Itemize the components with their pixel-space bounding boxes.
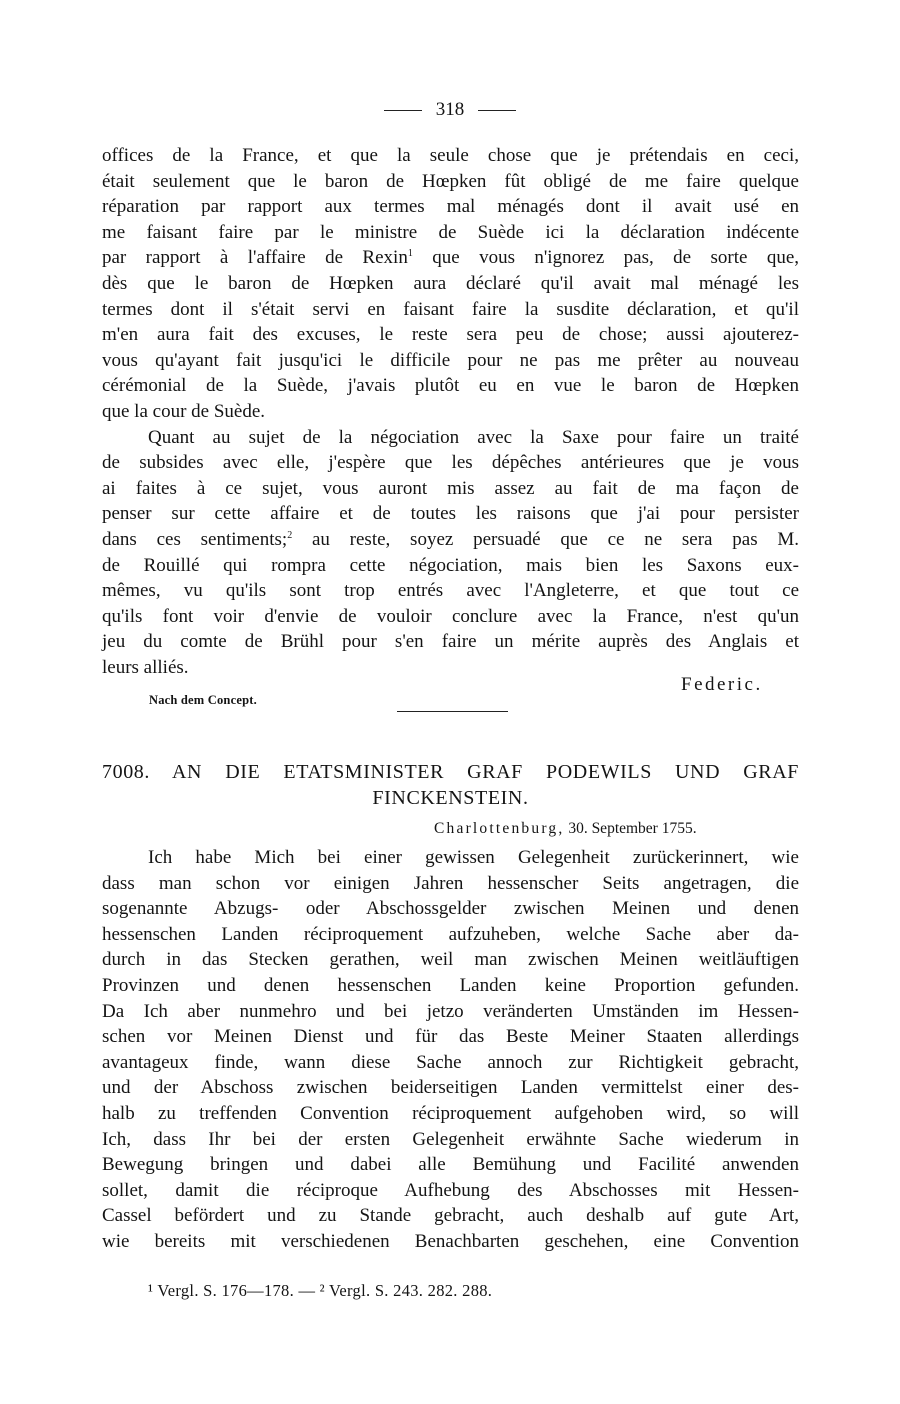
text-line: wie bereits mit verschiedenen Benachbarten geschehen, eine Convention [102,1230,799,1252]
text-line: avantageux finde, wann diese Sache annoch zur Richtigkeit gebracht, [102,1051,799,1073]
text-line: Cassel befördert und zu Stande gebracht, auch deshalb auf gute Art, [102,1205,799,1227]
text-line [102,245,799,271]
footnotes: ¹ Vergl. S. 176—178. — ² Vergl. S. 243. 282. 288. [148,1281,493,1300]
text-line: Bewegung bringen und dabei alle Bemühung und Facilité anwenden [102,1154,799,1176]
header-dash-left [384,110,422,111]
dateline [434,820,697,838]
text-line: leurs alliés. [102,656,189,678]
text-line: dass man schon vor einigen Jahren hessenscher Seits angetragen, die [102,872,799,894]
text-line: jeu du comte de Brühl pour s'en faire un mérite auprès des Anglais et [102,631,799,653]
text-line: Da Ich aber nunmehro und bei jetzo veränderten Umständen im Hessen- [102,1000,799,1022]
text-line: vous qu'ayant fait jusqu'ici le difficile pour ne pas me prêter au nouveau [102,349,799,371]
text-segment: que vous n'ignorez pas, de sorte que, [412,247,800,269]
footnote-ref: 2 [287,529,293,541]
section-divider [397,711,508,712]
text-line: était seulement que le baron de Hœpken fût obligé de me faire quelque [102,170,799,192]
text-line: termes dont il s'était servi en faisant faire la susdite déclaration, et qu'il [102,298,799,320]
date: 30. September 1755. [564,820,697,837]
text-line [102,527,799,553]
text-line: Quant au sujet de la négociation avec la Saxe pour faire un traité [148,426,799,448]
text-line: offices de la France, et que la seule chose que je prétendais en ceci, [102,145,799,166]
text-line: m'en aura fait des excuses, le reste sera peu de chose; aussi ajouterez- [102,324,799,346]
text-line: de subsides avec elle, j'espère que les dépêches antérieures que je vous [102,452,799,474]
header-dash-right [478,110,516,111]
page-number: 318 [435,99,465,120]
text-line: ai faites à ce sujet, vous auront mis assez au fait de ma façon de [102,477,799,499]
heading-line [102,759,799,785]
text-line: de Rouillé qui rompra cette négociation, mais bien les Saxons eux- [102,554,799,576]
text-line: réparation par rapport aux termes mal ménagés dont il avait usé en [102,196,799,218]
text-line: Ich, dass Ihr bei der ersten Gelegenheit erwähnte Sache wiederum in [102,1128,799,1150]
text-line: sogenannte Abzugs- oder Abschossgelder zwischen Meinen und denen [102,898,799,920]
text-segment: au reste, soyez persuadé que ce ne sera pas M. [292,528,800,550]
signature: Federic. [681,674,763,695]
text-line: hessenschen Landen réciproquement aufzuheben, welche Sache aber da- [102,923,799,945]
text-line: dès que le baron de Hœpken aura déclaré qu'il avait mal ménagé les [102,272,799,294]
document-title: AN DIE ETATSMINISTER GRAF PODEWILS UND GRAF [172,761,799,783]
text-line: me faisant faire par le ministre de Suède ici la déclaration indécente [102,221,799,243]
text-line: penser sur cette affaire et de toutes les raisons que j'ai pour persister [102,503,799,525]
text-line: mêmes, vu qu'ils sont trop entrés avec l'Angleterre, et que tout ce [102,580,799,602]
text-segment: dans ces sentiments; [102,528,288,550]
document-number: 7008. [102,761,150,783]
text-line: schen vor Meinen Dienst und für das Beste Meiner Staaten allerdings [102,1026,799,1048]
text-line: Provinzen und denen hessenschen Landen keine Proportion gefunden. [102,974,799,996]
document-heading [102,759,799,811]
document-body [102,845,799,1255]
text-segment: par rapport à l'affaire de Rexin [102,247,408,269]
footnote-ref: 1 [407,248,413,260]
text-line: Ich habe Mich bei einer gewissen Gelegenheit zurückerinnert, wie [148,847,799,868]
text-line: halb zu treffenden Convention réciproquement aufgehoben wird, so will [102,1102,799,1124]
page-header [0,98,900,122]
text-line: cérémonial de la Suède, j'avais plutôt eu en vue le baron de Hœpken [102,375,799,397]
text-line: und der Abschoss zwischen beiderseitigen Landen vermittelst einer des- [102,1077,799,1099]
text-line: durch in das Stecken gerathen, weil man zwischen Meinen weitläuftigen [102,949,799,971]
letter-continuation [102,143,799,680]
document-title-cont: FINCKENSTEIN. [372,787,529,809]
place: Charlottenburg, [434,820,565,837]
text-line: que la cour de Suède. [102,400,266,422]
text-line: qu'ils font voir d'envie de vouloir conclure avec la France, n'est qu'un [102,605,799,627]
text-line: sollet, damit die réciproque Aufhebung des Abschosses mit Hessen- [102,1179,799,1201]
source-note: Nach dem Concept. [149,693,257,707]
